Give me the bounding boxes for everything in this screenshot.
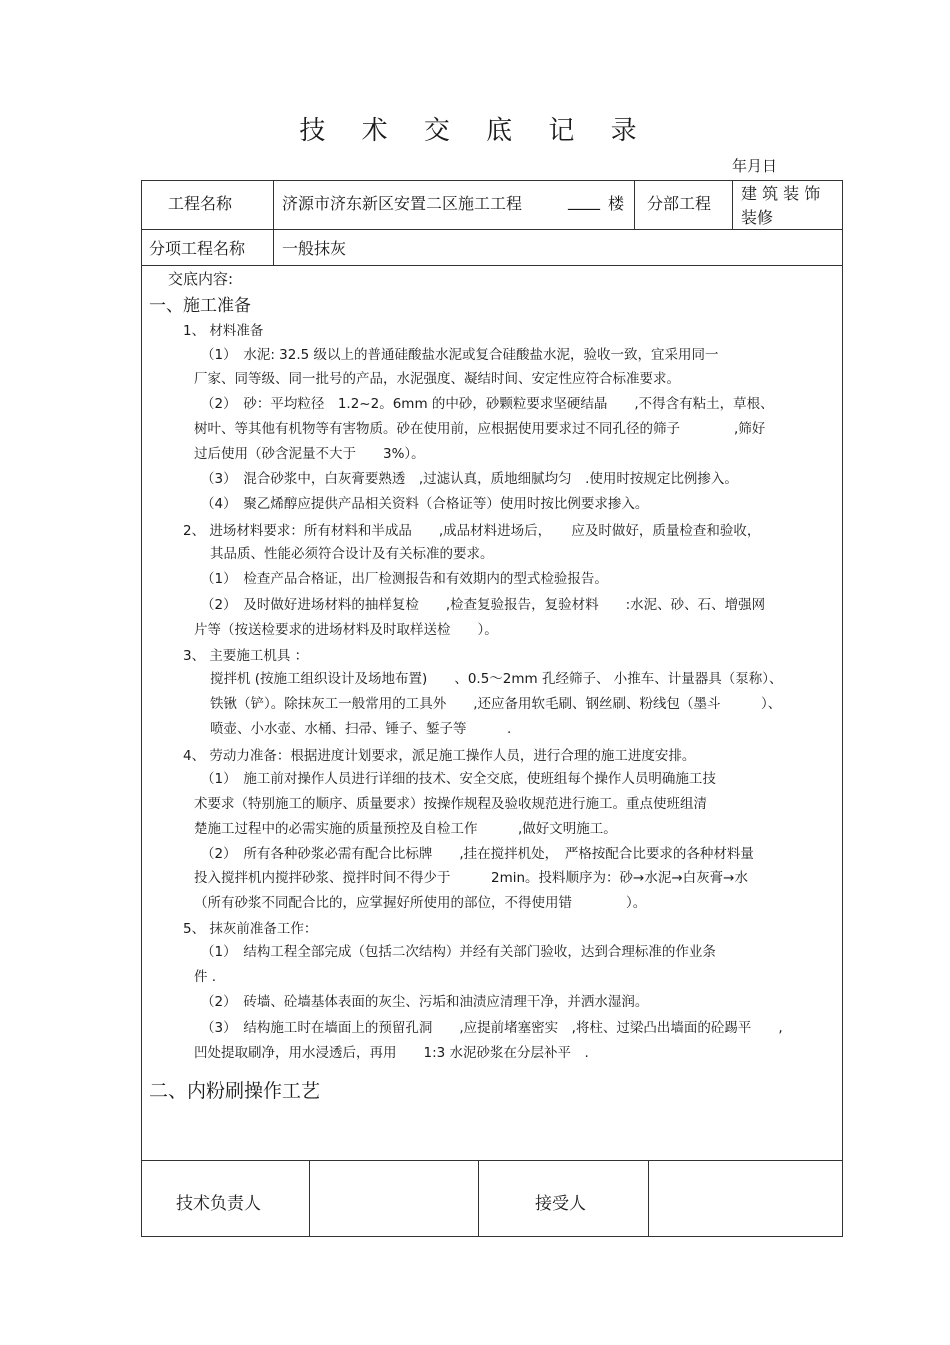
body-line: 2、 进场材料要求：所有材料和半成品 ,成品材料进场后， 应及时做好，质量检查和验收，: [183, 523, 761, 539]
body-line: （1） 结构工程全部完成（包括二次结构）并经有关部门验收，达到合理标准的作业条: [201, 944, 716, 960]
table-divider-row2: [141, 265, 843, 266]
table-col-divider-label: [273, 180, 274, 265]
subitem-label: 分项工程名称: [149, 239, 246, 258]
table-border-left: [141, 180, 142, 1236]
body-line: 树叶、等其他有机物等有害物质。砂在使用前，应根据使用要求过不同孔径的筛子 ,筛好: [194, 421, 766, 437]
table-border-top: [141, 180, 843, 181]
division-value-line2: 装修: [741, 208, 774, 227]
body-line: 件 .: [194, 969, 217, 985]
table-divider-row1: [141, 229, 843, 230]
body-line: （2） 砂：平均粒径 1.2~2。6mm 的中砂，砂颗粒要求坚硬结晶 ,不得含有粘土，草根、: [201, 396, 774, 412]
body-line: （2） 所有各种砂浆必需有配合比标牌 ,挂在搅拌机处， 严格按配合比要求的各种材料量: [201, 846, 754, 862]
subitem-value: 一般抹灰: [282, 239, 347, 258]
body-line: 投入搅拌机内搅拌砂浆、搅拌时间不得少于 2min。投料顺序为：砂→水泥→白灰膏→水: [194, 870, 748, 886]
footer-col-divider-3: [648, 1160, 649, 1236]
table-border-bottom: [141, 1236, 843, 1237]
body-line: 片等（按送检要求的进场材料及时取样送检 ）。: [194, 622, 498, 638]
body-line: 过后使用（砂含泥量不大于 3%）。: [194, 446, 425, 462]
body-line: （1） 检查产品合格证，出厂检测报告和有效期内的型式检验报告。: [201, 571, 608, 587]
project-name-label: 工程名称: [168, 194, 233, 213]
content-intro: 交底内容:: [168, 270, 234, 288]
division-value-line1: 建 筑 装 饰: [741, 184, 821, 203]
body-line: （1） 水泥: 32.5 级以上的普通硅酸盐水泥或复合硅酸盐水泥，验收一致，宜采用同一: [201, 347, 719, 363]
body-line: （2） 及时做好进场材料的抽样复检 ,检查复验报告，复验材料 :水泥、砂、石、增强网: [201, 597, 766, 613]
building-suffix: 楼: [608, 194, 625, 213]
body-line: 喷壶、小水壶、水桶、扫帚、锤子、錾子等 .: [210, 721, 512, 737]
footer-col-divider-1: [309, 1160, 310, 1236]
body-line: 4、 劳动力准备：根据进度计划要求，派足施工操作人员，进行合理的施工进度安排。: [183, 748, 696, 764]
date-label: 年月日: [732, 157, 778, 175]
division-label: 分部工程: [647, 194, 712, 213]
section-heading-1: 一、施工准备: [149, 296, 251, 316]
body-line: （2） 砖墙、砼墙基体表面的灰尘、污垢和油渍应清理干净，并洒水湿润。: [201, 994, 649, 1010]
body-line: 凹处提取刷净，用水浸透后，再用 1:3 水泥砂浆在分层补平 .: [194, 1045, 589, 1061]
body-line: 楚施工过程中的必需实施的质量预控及自检工作 ,做好文明施工。: [194, 821, 617, 837]
tech-lead-label: 技术负责人: [176, 1194, 261, 1214]
body-line: （1） 施工前对操作人员进行详细的技术、安全交底，使班组每个操作人员明确施工技: [201, 771, 716, 787]
body-line: 3、 主要施工机具 ：: [183, 648, 309, 664]
section-heading-2: 二、内粉刷操作工艺: [149, 1080, 321, 1102]
body-line: 铁锹（铲）。除抹灰工一般常用的工具外 ,还应备用软毛刷、钢丝刷、粉线包（墨斗 ）、: [210, 696, 782, 712]
body-line: 其品质、性能必须符合设计及有关标准的要求。: [210, 546, 494, 562]
receiver-label: 接受人: [535, 1194, 586, 1214]
building-number-blank: ____: [568, 191, 600, 210]
body-line: （所有砂浆不同配合比的，应掌握好所使用的部位，不得使用错 ）。: [194, 895, 647, 911]
body-line: 搅拌机 (按施工组织设计及场地布置) 、0.5～2mm 孔经筛子、 小推车、计量器具（泵称）、: [210, 671, 783, 687]
table-border-right: [842, 180, 843, 1236]
project-name-value: 济源市济东新区安置二区施工工程: [282, 194, 523, 213]
table-col-divider-division-value: [732, 180, 733, 229]
document-title: 技 术 交 底 记 录: [299, 116, 651, 146]
body-line: （3） 混合砂浆中，白灰膏要熟透 ,过滤认真，质地细腻均匀 .使用时按规定比例掺入。: [201, 471, 738, 487]
table-divider-footer: [141, 1160, 843, 1161]
body-line: 术要求（特别施工的顺序、质量要求）按操作规程及验收规范进行施工。重点使班组清: [194, 796, 707, 812]
body-line: 5、 抹灰前准备工作：: [183, 921, 318, 937]
body-line: 1、 材料准备: [183, 323, 264, 339]
body-line: （4） 聚乙烯醇应提供产品相关资料（合格证等）使用时按比例要求掺入。: [201, 496, 649, 512]
table-col-divider-division: [634, 180, 635, 229]
footer-col-divider-2: [478, 1160, 479, 1236]
body-line: 厂家、同等级、同一批号的产品，水泥强度、凝结时间、安定性应符合标准要求。: [194, 371, 680, 387]
body-line: （3） 结构施工时在墙面上的预留孔洞 ,应提前堵塞密实 ,将柱、过梁凸出墙面的砼踢平 ,: [201, 1020, 783, 1036]
